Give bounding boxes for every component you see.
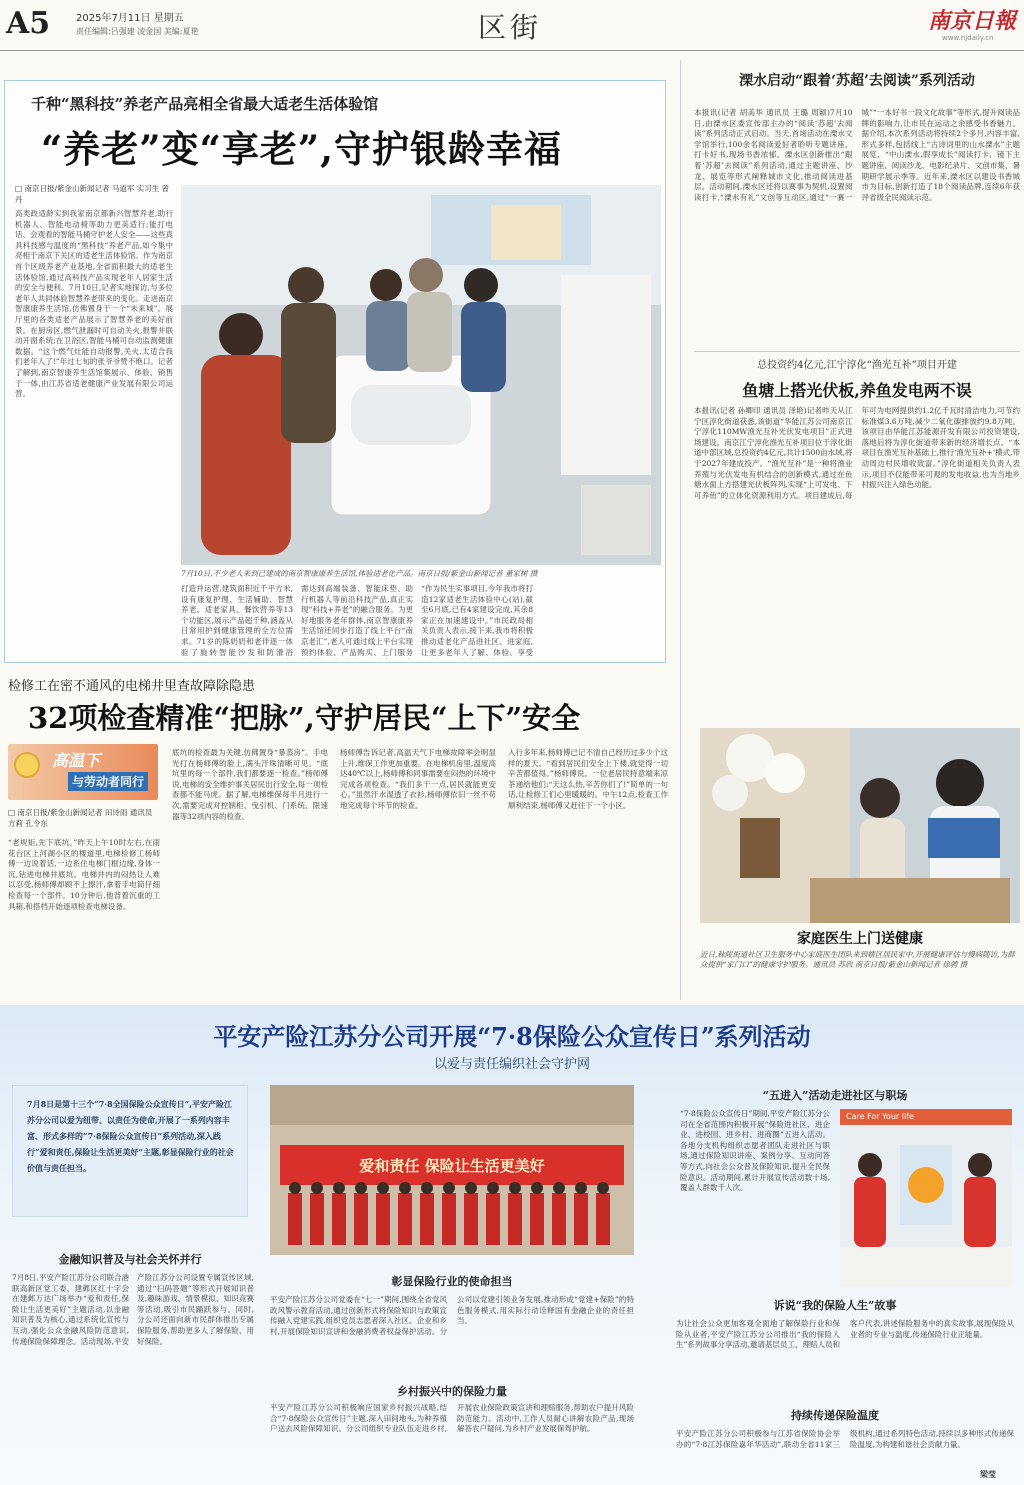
sec1-body: 7月8日,平安产险江苏分公司联合港联高新区党工委、建邺区红十字会在建邺万达广场举办“爱和责任,保险让生活更美好”主题活动,以金融知识普及为核心,通过系统化宣传与互动,强化公众金融风险防范意识,传递保险保障理念。活动现场,平安产险江苏分公司设置专属宣传区域,通过“扫码答题”等形式开展知识普及,趣味游戏、情景模拟、知识竞赛等活动,吸引市民踊跃参与。同时,分公司还面向新市民群体推出专属保险服务,帮助更多人了解保险、用好保险。	[12, 1273, 254, 1346]
story3-byline	[8, 808, 158, 829]
story2-kicker: 溧水启动“跟着‘苏超’去阅读”系列活动	[739, 73, 975, 89]
editors-line: 责任编辑:吕强建 凌金国 美编:夏艳	[76, 27, 199, 36]
masthead	[0, 0, 1024, 50]
badge-line1: 高温下	[52, 751, 101, 770]
story1-body-col2: 打造并运营,建筑面积近千平方米,设有康复护理、生活辅助、智慧养老、适老家具、餐饮营养等13个功能区,展示产品超千种,涵盖从日常用护到健康管理的全方位需求。71岁的陈奶奶和老伴逐一体验了旋转智能沙发和防滑浴	[181, 584, 293, 657]
story3-body-col1: “老规矩,先下底坑。”昨天上午10时左右,在雨花台区上河湖小区的楼道里,电梯检修工杨师傅一边说着话,一边系住电梯门框边缘,身体一沉,钻进电梯井底坑。电梯井内的闷热让人难以忍受,杨师傅却顾不上擦汗,拿着手电筒仔细检查每一个部件。10分钟后,他背着沉重的工具箱,和搭档开始逐项检查电梯设备。	[8, 838, 160, 911]
sec5-title: 诉说“我的保险人生”故事	[773, 1299, 897, 1312]
insurance-intro-box	[12, 1085, 248, 1217]
family-doctor-photo	[700, 728, 1020, 923]
sec3-body: 平安产险江苏分公司积极响应国家乡村振兴战略,结合“7·8保险公众宣传日”主题,深入田间地头,为种养殖户送去风险保障知识。分公司组织专业队伍走进乡村,开展农业保险政策宣讲和理赔服务,帮助农户提升风险防范能力。活动中,工作人员耐心讲解农险产品,现场解答农户疑问,为乡村产业发展保驾护航。	[270, 1403, 634, 1434]
photo-banner-text: Care For Your life	[840, 1109, 1012, 1125]
community-photo-art	[840, 1125, 1012, 1287]
story3-body-col3: 杨师傅告诉记者,高温天气下电梯故障率会明显上升,维保工作更加重要。在电梯机房里,温度高达40℃以上,杨师傅和同事需要在闷热的环境中完成各项检查。“我们多干一点,居民就能更安心。”虽然汗水湿透了衣衫,杨师傅依旧一丝不苟地完成每个环节的检查。	[340, 748, 496, 810]
heatwave-badge	[8, 744, 158, 800]
story2-sub-headline: 鱼塘上搭光伏板,养鱼发电两不误	[742, 381, 972, 400]
community-event-photo	[840, 1109, 1012, 1287]
insurance-subtitle: 以爱与责任编织社会守护网	[433, 1057, 590, 1072]
insurance-intro: 7月8日是第十三个“7·8全国保险公众宣传日”,平安产险江苏分公司以爱为纽带、以责任为使命,开展了一系列内容丰富、形式多样的“7·8保险公众宣传日”系列活动,深入践行“爱和责任,保险让生活更美好”主题,彰显保险行业的社会价值与责任担当。	[27, 1099, 234, 1173]
story3-kicker: 检修工在密不通风的电梯井里查故障除隐患	[8, 679, 256, 694]
story1-byline	[15, 184, 173, 205]
byline-square-icon: □	[15, 184, 25, 193]
badge-line2: 与劳动者同行	[68, 772, 148, 791]
insurance-title: 平安产险江苏分公司开展“7·8保险公众宣传日”系列活动	[213, 1022, 811, 1051]
group-photo-banner-text: 爱和责任 保险让生活更美好	[359, 1157, 545, 1175]
story1-kicker: 千种“黑科技”养老产品亮相全省最大适老生活体验馆	[31, 95, 379, 113]
story1-headline: “养老”变“享老”,守护银龄幸福	[41, 127, 563, 171]
story2-divider	[694, 351, 1020, 352]
story-reading-campaign	[694, 70, 1020, 90]
date-line: 2025年7月11日 星期五	[76, 13, 184, 24]
story1-body-left: 高类政适龄实到我家南京都新兴智慧养老,助行机器人、智能电动椅等助力更美适行;能打电话、会观看的智能马桶守护老人安全——这些真具科技感与温度的“黑科技”养老产品,如今集中亮相于南京下关区的适老生活体验馆。作为南京首个区级养老产业基地,全省面积最大的适老生活体验馆,通过高科技产品实现老年人居家生活的安全与便利。7月10日,记者实地探访,与多位老年人共同体验智慧养老带来的变化。走进南京智康康养生活馆,仿佛置身于一个“未来城”。展厅里的各类适老产品展示了智慧养老的美好前景。在厨房区,燃气泄漏时可自动关火,报警并联动开窗系统;在卫浴区,智能马桶可自动监测健康数据。“这个燃气灶能自动报警,关火,太适合我们老年人了!”年过七旬的张爷爷赞不绝口。记者了解到,南京智康养生活馆集展示、体验、销售于一体,由江苏省适老健康产业发展有限公司运营。	[15, 209, 173, 399]
elderly-care-photo-art	[181, 185, 661, 565]
sec1-title	[12, 1251, 248, 1267]
story3-body-col2: 底坑的检查最为关键,仿佛置身“暴蒸房”。手电光打在杨师傅的脸上,满头汗珠清晰可见。“底坑里的每一个部件,我们都要逐一检查。”杨师傅说,电梯的安全维护事关居民出行安全,每一项检查都不能马虎。据了解,电梯维保每半月进行一次,需要完成对控制柜、曳引机、门系统、限速器等32项内容的检查。	[172, 748, 328, 821]
insurance-feature	[0, 1005, 1024, 1485]
sec3-title: 乡村振兴中的保险力量	[397, 1385, 507, 1398]
byline-square-icon: □	[8, 808, 18, 817]
story2-photo-title: 家庭医生上门送健康	[797, 931, 923, 947]
sec2-title: 彰显保险行业的使命担当	[391, 1275, 513, 1288]
site-url: www.njdaily.cn	[942, 34, 994, 42]
elderly-care-photo	[181, 185, 661, 565]
sec5-body: 为让社会公众更加客观全面地了解保险行业和保险从业者,平安产险江苏分公司推出“我的保险人生”系列故事分享活动,邀请基层员工、理赔人员和客户代表,讲述保险服务中的真实故事,展现保险从业者的专业与温度,传递保险行业正能量。	[676, 1319, 1014, 1350]
story2-body: 本报讯(记者 胡美华 通讯员 王璐 周颖)7月10日,由溧水区委宣传部主办的“阅读‘苏超’去阅读”系列活动正式启动。当天,首场活动在溧水文学馆举行,100余名阅读爱好者聆听专题讲座、打卡好书,现场书香浓郁。溧水区创新推出“跟着‘苏超’去阅读”系列活动,通过主题讲座、沙龙、展览等形式阐释城市文化,推动阅读进基层。活动期间,溧水区还将以赛事为契机,设置阅读打卡,“溧水有礼”文创等互动区,通过“一赛一城”“一本好书一段文化故事”等形式,提升阅读品牌的影响力,让市民在运动之余感受书香魅力。据介绍,本次系列活动将持续2个多月,内容丰富,形式多样,包括线上“古诗词里的山水溧水”主题展览、“中山溧水,假享成长”阅读打卡、镜下主题讲座、阅读沙龙、电影纪录片、文创市集、暑期研学展示季等。近年来,溧水区以建设书香城市为目标,创新打造了18个阅读品牌,连续6年获评省级全民阅读示范。	[694, 108, 1020, 202]
sec6-body: 平安产险江苏分公司积极参与江苏省保险协会举办的“7·8江苏保险嘉年华活动”,联动全省11家三级机构,通过系列特色活动,持续以多种形式传递保险温度,为构建和谐社会贡献力量。	[676, 1429, 1014, 1449]
story1-byline-text: 南京日报/紫金山新闻记者 马道军 实习生 曾丹	[15, 184, 170, 204]
insurance-group-photo	[270, 1085, 634, 1255]
sec6-title: 持续传递保险温度	[791, 1409, 879, 1422]
story1-body-col5	[541, 584, 659, 659]
section-title: 区街	[478, 11, 543, 44]
masthead-rule	[0, 50, 1024, 51]
story2-sub-kicker: 总投资约4亿元,江宁淳化“渔光互补”项目开建	[757, 360, 957, 371]
sun-icon	[14, 752, 40, 778]
story3-body-col4: 入行多年来,杨师傅已记不清自己经历过多少个这样的夏天。“看到居民们安全上下楼,就觉得一切辛苦都值得。”杨师傅说。一位老居民特意端来凉茶递给他们:“天这么热,辛苦你们了!”简单的一句话,让检修工们心里暖暖的。中午12点,检查工作顺利结束,杨师傅又赶往下一个小区。	[508, 748, 668, 810]
column-divider-right	[680, 60, 681, 1000]
newspaper-logo: 南京日報	[928, 8, 1017, 34]
sec2-body: 平安产险江苏分公司党委在“七一”期间,围绕全省党风政风警示教育活动,通过创新形式将保险知识与政策宣传融入党建实践,组织党员志愿者深入社区、企业和乡村,开展保险知识宣讲和金融消费者权益保护活动。分公司以党建引领业务发展,推动形成“党建+保险”的特色服务模式,用实际行动诠释国有金融企业的责任担当。	[270, 1295, 634, 1336]
story3-headline: 32项检查精准“把脉”,守护居民“上下”安全	[28, 701, 581, 735]
story1-body-col3: 需达到高端装备、智能床垫、助行机器人等前沿科技产品,真正实现“科技+养老”的融合服务。为更好地服务老年群体,南京智康康养生活馆还同步打造了线上平台“南京老汇”,老人可通过线上平台实现预约体验、产品购买、上门服务	[301, 584, 413, 657]
story1-body-col4: “作为民生实事项目,今年我市将打造12家适老生活体验中心(站),截至6月底,已有4家建设完成,其余8家正在加速建设中。”市民政局相关负责人表示,接下来,我市将积极推动适老化产品进社区、进家庭,让更多老年人了解、体验、享受	[421, 584, 533, 657]
insurance-author: 梁莹	[980, 1469, 996, 1479]
story-elderly-care	[4, 80, 666, 663]
story2-sub-body: 本报讯(记者 孙卿印 通讯员 泽艳)记者昨天从江宁区淳化街道获悉,该街道“华能江苏公司南京江宁淳化110MW渔光互补光伏发电项目”正式进场建设。南京江宁淳化渔光互补项目位于淳化街道中部区域,总投资约4亿元,共计1500亩水域,将于2027年建成投产。“渔光互补”是一种将渔业养殖与光伏发电有机结合的创新模式,通过在鱼塘水面上方搭建光伏板阵列,实现“上可发电、下可养鱼”的立体化资源利用方式。项目建成后,每年可为电网提供约1.2亿千瓦时清洁电力,可节约标准煤3.6万吨,减少二氧化碳排放约9.8万吨。该项目由华能江苏能源开发有限公司投资建设,落地后将为淳化街道带来新的经济增长点。“本项目在渔光互补基础上,推行‘渔光互补+’模式,带动周边村民增收致富。”淳化街道相关负责人表示,项目不仅能带来可观的发电收益,也为当地乡村振兴注入绿色动能。	[694, 406, 1020, 500]
page-number: A5	[6, 6, 51, 41]
story1-photo-caption: 7月10日,不少老人来到已建成的南京智康康养生活馆,体验适老化产品。南京日报/紫金山新闻记者 董家树 摄	[181, 569, 538, 578]
story3-byline-text: 南京日报/紫金山新闻记者 田诗雨 通讯员 方莉 孔令东	[8, 808, 153, 828]
sec4-body: “7·8保险公众宣传日”期间,平安产险江苏分公司在全省范围内积极开展“保险进社区、进企业、进校园、进乡村、进商圈”五进入活动。各地分支机构组织志愿者团队走进社区与职场,通过保险知识讲座、案例分享、互动问答等方式,向社会公众普及保险知识,提升全民保险意识。活动期间,累计开展宣传活动数十场,覆盖人群数千人次。	[680, 1109, 830, 1193]
story2-photo-caption: 近日,秣陵街道社区卫生服务中心家庭医生团队来到辖区居民家中,开展健康评估与慢病随访,为群众提供“家门口”的健康守护服务。通讯员 苏欣 南京日报/紫金山新闻记者 徐骋 摄	[700, 950, 1015, 969]
sec1-title-text: 金融知识普及与社会关怀并行	[58, 1253, 202, 1266]
family-doctor-photo-art	[700, 728, 1020, 923]
sec4-title: “五进入”活动走进社区与职场	[762, 1089, 908, 1102]
